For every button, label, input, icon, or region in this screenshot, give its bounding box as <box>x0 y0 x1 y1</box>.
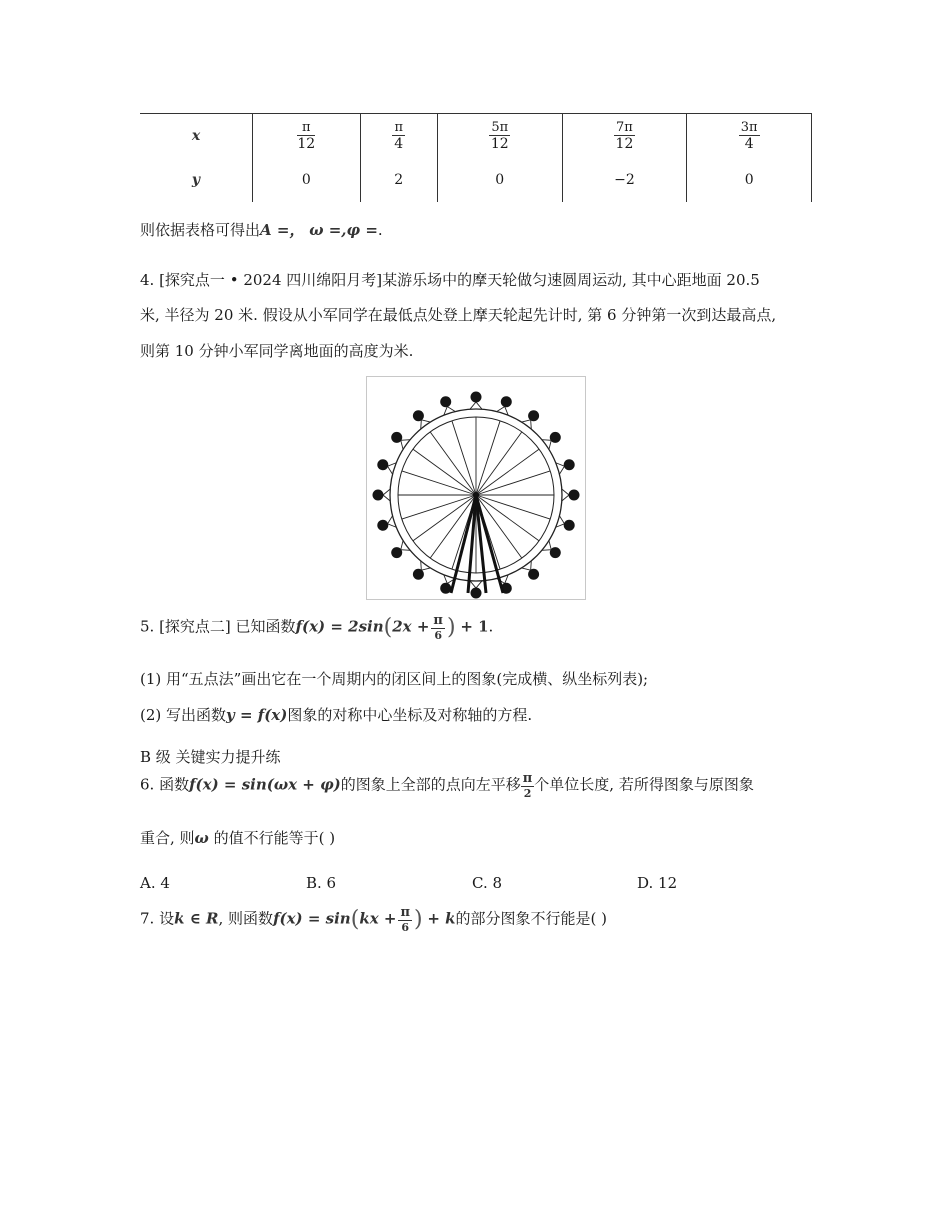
table-cell: $\frac{\pi}{12}$ <box>253 114 361 159</box>
wheel-spoke <box>476 421 500 495</box>
wheel-spoke <box>476 432 522 495</box>
table-cell: −2 <box>562 158 687 202</box>
gondola <box>391 547 402 558</box>
gondola <box>564 459 575 470</box>
section-heading-level-b: B 级 关键实力提升练 <box>140 748 281 766</box>
wheel-spoke <box>452 421 476 495</box>
q5-part2: (2) 写出函数y = f(x)图象的对称中心坐标及对称轴的方程. <box>140 706 533 724</box>
gondola <box>471 588 482 599</box>
q6-option-c: C. 8 <box>472 874 503 892</box>
table-cell: $\frac{5\pi}{12}$ <box>437 114 562 159</box>
table-cell: 0 <box>253 158 361 202</box>
wheel-spoke <box>413 449 476 495</box>
table-conclusion: 则依据表格可得出A =， ω =,φ =. <box>140 221 383 239</box>
q4-line2: 米, 半径为 20 米. 假设从小军同学在最低点处登上摩天轮起先计时, 第 6 分钟第一次到达最高点, <box>140 306 777 324</box>
gondola <box>564 520 575 531</box>
gondola-bracket <box>383 489 390 501</box>
q4-line3: 则第 10 分钟小军同学离地面的高度为米. <box>140 342 414 360</box>
gondola <box>569 490 580 501</box>
gondola <box>391 432 402 443</box>
gondola <box>377 459 388 470</box>
gondola <box>373 490 384 501</box>
gondola <box>377 520 388 531</box>
q6-option-b: B. 6 <box>306 874 337 892</box>
wheel-spoke <box>402 471 476 495</box>
gondola-bracket <box>470 402 482 409</box>
gondola <box>528 569 539 580</box>
q6-line1: 6. 函数f(x) = sin(ωx + φ)的图象上全部的点向左平移 $\frac{\pi}{2}$ 个单位长度, 若所得图象与原图象 <box>140 771 754 800</box>
gondola <box>528 410 539 421</box>
row-label-y: y <box>191 172 201 188</box>
wheel-spoke <box>430 432 476 495</box>
gondola <box>440 396 451 407</box>
gondola-bracket <box>562 489 569 501</box>
gondola <box>501 396 512 407</box>
q4-line1: 4. [探究点一 • 2024 四川绵阳月考]某游乐场中的摩天轮做匀速圆周运动, 其中心距地面 20.5 <box>140 271 760 289</box>
wheel-spoke <box>476 471 550 495</box>
wheel-hub <box>473 492 479 498</box>
table-cell: $\frac{3\pi}{4}$ <box>687 114 812 159</box>
gondola <box>440 583 451 594</box>
value-table <box>140 113 812 202</box>
table-cell: 0 <box>687 158 812 202</box>
ferris-wheel-figure <box>366 376 586 600</box>
q6-line2: 重合, 则ω 的值不行能等于( ) <box>140 829 336 847</box>
gondola <box>413 569 424 580</box>
q6-option-d: D. 12 <box>637 874 678 892</box>
q6-option-a: A. 4 <box>140 874 170 892</box>
wheel-spoke <box>476 449 539 495</box>
ferris-wheel-illustration <box>367 377 585 599</box>
q7-statement: 7. 设k ∈ R, 则函数f(x) = sin(kx + $\frac{\pi}{6}$ ) + k的部分图象不行能是( ) <box>140 905 608 934</box>
gondola <box>413 410 424 421</box>
gondola <box>550 432 561 443</box>
gondola-bracket <box>470 581 482 588</box>
table-cell: $\frac{\pi}{4}$ <box>360 114 437 159</box>
table-cell: $\frac{7\pi}{12}$ <box>562 114 687 159</box>
table-row-x <box>140 114 812 159</box>
q5-statement: 5. [探究点二] 已知函数f(x) = 2sin(2x + $\frac{\pi}{6}$ ) + 1. <box>140 613 494 642</box>
table-cell: 0 <box>437 158 562 202</box>
wheel-spoke <box>402 495 476 519</box>
table-row-y <box>140 158 812 202</box>
q5-part1: (1) 用“五点法”画出它在一个周期内的闭区间上的图象(完成横、纵坐标列表); <box>140 670 649 688</box>
table-cell: 2 <box>360 158 437 202</box>
wheel-spoke <box>476 495 550 519</box>
row-label-x: x <box>140 114 253 159</box>
gondola <box>471 392 482 403</box>
gondola <box>550 547 561 558</box>
